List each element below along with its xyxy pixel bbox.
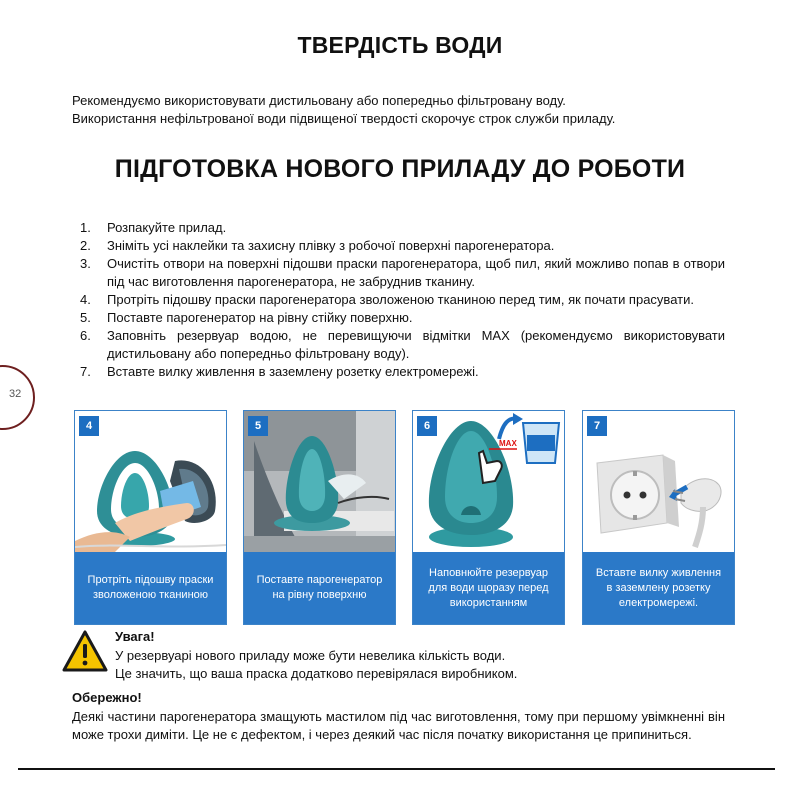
step-item	[80, 255, 725, 291]
max-label: MAX	[499, 439, 517, 448]
warning-line: У резервуарі нового приладу може бути невелика кількість води.	[115, 648, 506, 663]
instruction-card-plug	[582, 410, 735, 625]
instruction-card-place	[243, 410, 396, 625]
title-preparation: ПІДГОТОВКА НОВОГО ПРИЛАДУ ДО РОБОТИ	[114, 155, 686, 183]
step-number: 2.	[80, 238, 91, 253]
instruction-card-fill	[412, 410, 565, 625]
step-text: Заповніть резервуар водою, не перевищуючи відмітки MAX (рекомендуємо використовувати дистильовану або попередньо фільтровану воду).	[107, 328, 725, 361]
warning-text	[115, 647, 517, 683]
step-number: 7.	[80, 364, 91, 379]
step-item	[80, 327, 725, 363]
card-caption: Наповнюйте резервуар для води щоразу перед використанням	[413, 552, 564, 624]
step-number: 5.	[80, 310, 91, 325]
step-text: Зніміть усі наклейки та захисну плівку з робочої поверхні парогенератора.	[107, 238, 555, 253]
caution-title: Обережно!	[72, 690, 142, 705]
footer-divider	[18, 768, 775, 770]
step-number: 1.	[80, 220, 91, 235]
warning-triangle-icon	[62, 630, 108, 672]
card-caption: Поставте парогенератор на рівну поверхню	[244, 552, 395, 624]
warning-line: Це значить, що ваша праска додатково перевірялася виробником.	[115, 666, 518, 681]
caution-text: Деякі частини парогенератора змащують мастилом під час виготовлення, тому при першому увімкненні він може трохи диміти. Це не є дефектом, і через деякий час після початку використання це припиниться.	[72, 709, 725, 742]
step-item	[80, 219, 725, 237]
intro-line: Використання нефільтрованої води підвищеної твердості скорочує строк служби приладу.	[72, 111, 616, 126]
card-caption: Протріть підошву праски зволоженою тканиною	[75, 552, 226, 624]
page-number: 32	[9, 388, 22, 400]
warning-title: Увага!	[115, 629, 155, 644]
step-number: 3.	[80, 256, 91, 271]
step-text: Поставте парогенератор на рівну стійку поверхню.	[107, 310, 413, 325]
step-item	[80, 237, 725, 255]
steps-list	[80, 219, 725, 381]
title-water-hardness: ТВЕРДІСТЬ ВОДИ	[297, 32, 503, 58]
step-item	[80, 291, 725, 309]
step-text: Очистіть отвори на поверхні підошви праски парогенератора, щоб пил, який можливо попав в отвори під час виготовлення парогенератора, не забруднив тканину.	[107, 256, 725, 289]
step-text: Вставте вилку живлення в заземлену розетку електромережі.	[107, 364, 479, 379]
card-badge: 5	[248, 416, 268, 436]
intro-text	[72, 92, 752, 128]
instruction-card-wipe	[74, 410, 227, 625]
card-badge: 6	[417, 416, 437, 436]
step-number: 6.	[80, 328, 91, 343]
intro-line: Рекомендуємо використовувати дистильовану або попередньо фільтровану воду.	[72, 93, 566, 108]
card-caption: Вставте вилку живлення в заземлену розетку електромережі.	[583, 552, 734, 624]
card-badge: 7	[587, 416, 607, 436]
step-item	[80, 309, 725, 327]
step-text: Розпакуйте прилад.	[107, 220, 227, 235]
card-badge: 4	[79, 416, 99, 436]
step-text: Протріть підошву праски парогенератора зволоженою тканиною перед тим, як почати прасувати.	[107, 292, 694, 307]
step-item	[80, 363, 725, 381]
step-number: 4.	[80, 292, 91, 307]
